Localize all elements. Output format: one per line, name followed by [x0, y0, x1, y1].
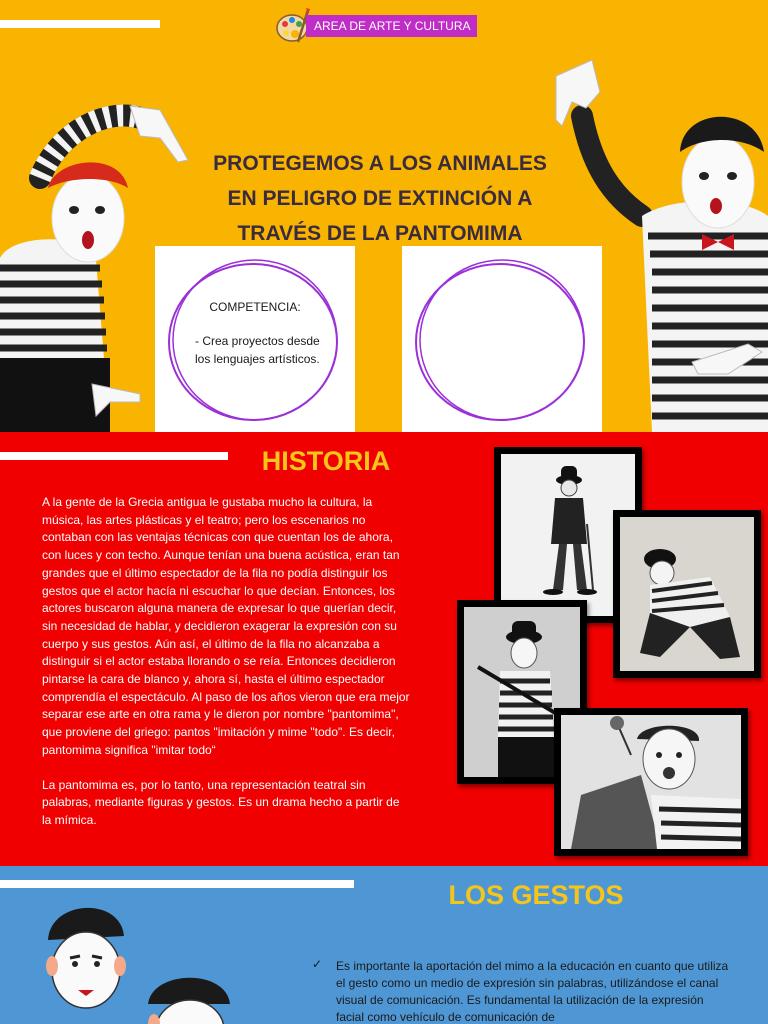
header-section — [0, 0, 768, 432]
competencia-label: COMPETENCIA: — [209, 300, 301, 314]
historia-body — [42, 494, 412, 847]
area-badge — [272, 6, 477, 46]
historia-divider — [0, 452, 228, 460]
competencia-text: - Crea proyectos desde los lenguajes artísticos. — [195, 334, 320, 366]
historia-title: HISTORIA — [261, 446, 391, 476]
mime-flower-icon — [561, 715, 741, 849]
crouching-mime-icon — [620, 517, 754, 671]
gestos-divider — [0, 880, 354, 888]
title-line-2: EN PELIGRO DE EXTINCIÓN A — [227, 187, 533, 210]
mime-face-icon — [40, 900, 240, 1024]
title-line-3: TRAVÉS DE LA PANTOMIMA — [237, 222, 523, 245]
circle-frame-icon — [410, 256, 590, 426]
page-title — [180, 146, 580, 251]
historia-paragraph: La pantomima es, por lo tanto, una representación teatral sin palabras, mediante figuras y gestos. Es un drama hecho a partir de la mímica. — [42, 777, 400, 827]
gestos-text: Es importante la aportación del mimo a la educación en cuanto que utiliza el gesto como un medio de expresión sin palabras, utilizándose el canal visual de comunicación. Es fundamental la utilización de la expresión facial como vehículo de comunicación de — [336, 959, 729, 1024]
gestos-title: LOS GESTOS — [448, 880, 624, 910]
empty-card — [402, 246, 602, 432]
photo-mime-flower — [554, 708, 748, 856]
badge-label: AREA DE ARTE Y CULTURA — [306, 15, 477, 37]
competencia-card — [155, 246, 355, 432]
checkmark-icon: ✓ — [312, 957, 323, 971]
gestos-bullet — [312, 957, 732, 1024]
historia-section — [0, 432, 768, 866]
title-line-1: PROTEGEMOS A LOS ANIMALES — [213, 152, 547, 175]
historia-paragraph: A la gente de la Grecia antigua le gustaba mucho la cultura, la música, las artes plásticas y el teatro; pero los escenarios no contaban con las ventajas técnicas con que cuentan los de ahora, con luces y con techo. Aunque tenían una buena acústica, eran tan grandes que el último espectador de la fila no podía distinguir los gestos que el actor hacía ni escuchar lo que decían. Entonces, los actores buscaron alguna manera de expresar lo que querían decir, sin necesidad de hablar, y decidieron exagerar la expresión con su cuerpo y sus gestos. Aún así, el último de la fila no alcanzaba a distinguir si el actor estaba llorando o se reía. Entonces decidieron pintarse la cara de blanco y, ahora sí, hasta el último espectador comprendía el espectáculo. Al paso de los años vieron que era mejor separar ese arte en otra rama y le dieron por nombre "pantomima", que proviene del griego: pantos "imitación y mime "todo". Es decir, pantomima significa "imitar todo“ — [42, 495, 410, 757]
gestos-section — [0, 866, 768, 1024]
photo-mime-crouching — [613, 510, 761, 678]
header-divider — [0, 20, 160, 28]
